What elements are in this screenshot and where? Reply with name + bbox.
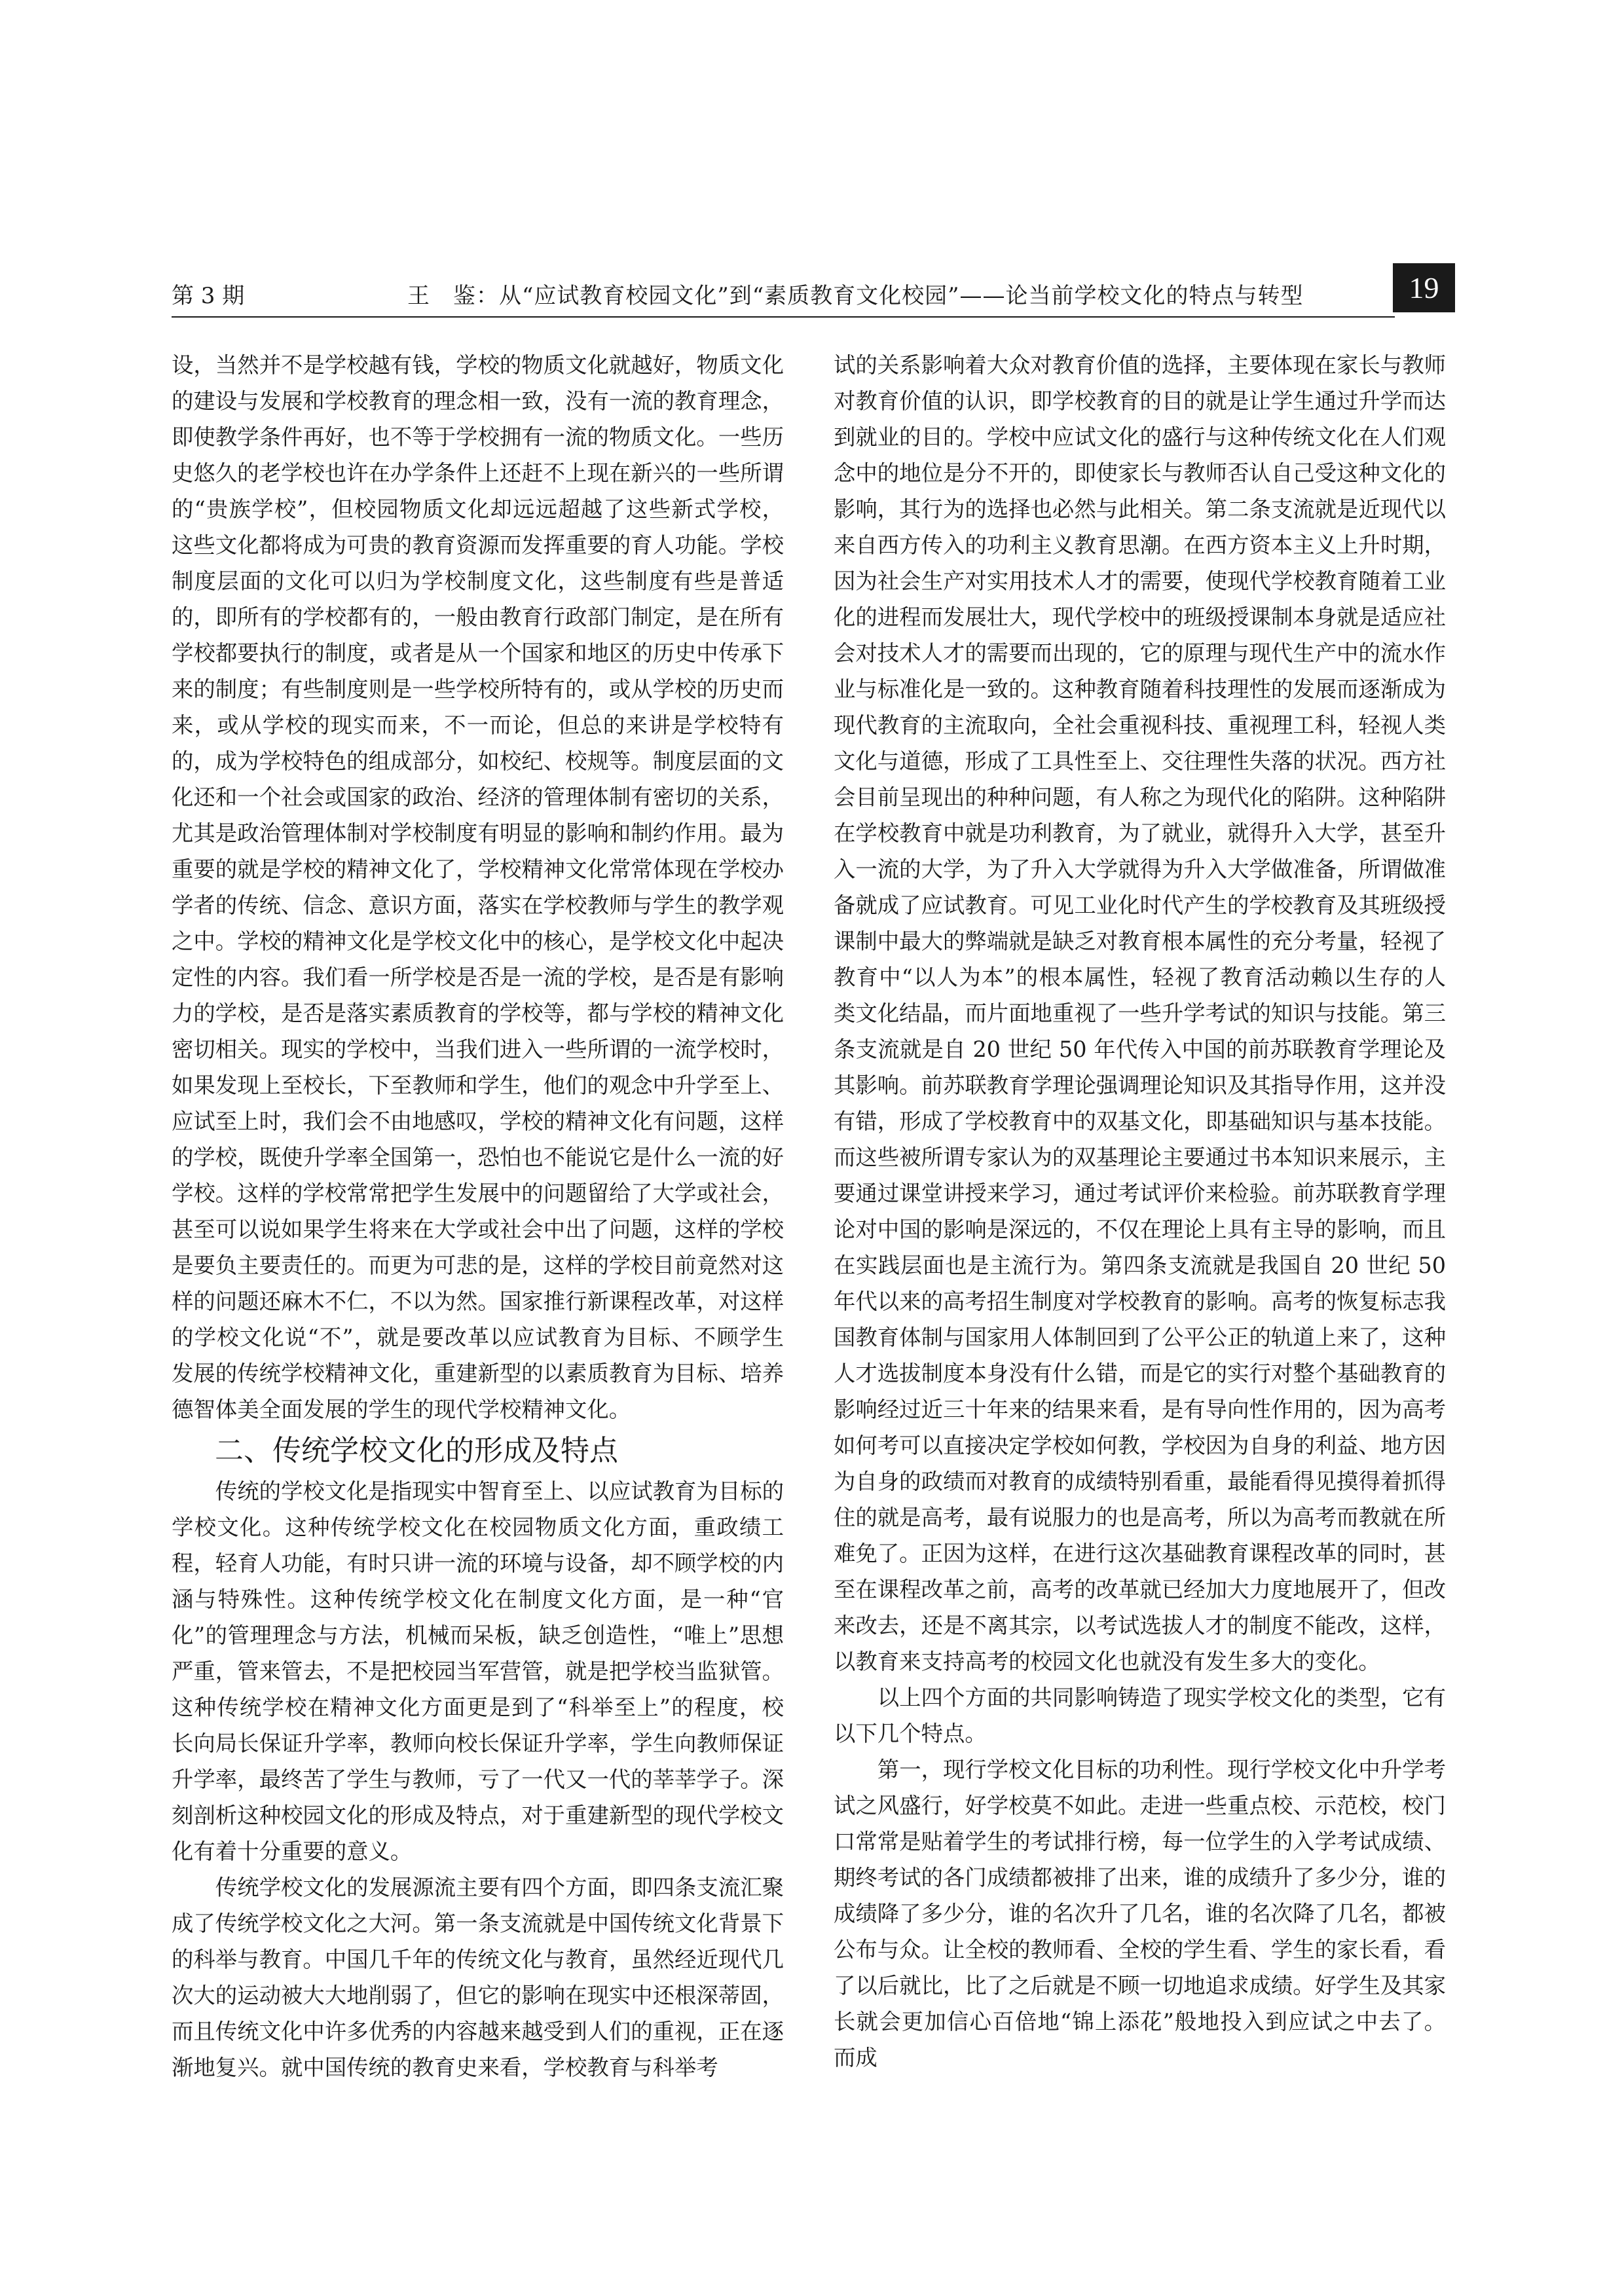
page-number-badge: 19 <box>1393 263 1455 312</box>
left-column <box>172 347 784 2085</box>
right-column <box>834 347 1446 2076</box>
paragraph: 试的关系影响着大众对教育价值的选择，主要体现在家长与教师对教育价值的认识，即学校教育的目的就是让学生通过升学而达到就业的目的。学校中应试文化的盛行与这种传统文化在人们观念中的地位是分不开的，即使家长与教师否认自己受这种文化的影响，其行为的选择也必然与此相关。第二条支流就是近现代以来自西方传入的功利主义教育思潮。在西方资本主义上升时期，因为社会生产对实用技术人才的需要，使现代学校教育随着工业化的进程而发展壮大，现代学校中的班级授课制本身就是适应社会对技术人才的需要而出现的，它的原理与现代生产中的流水作业与标准化是一致的。这种教育随着科技理性的发展而逐渐成为现代教育的主流取向，全社会重视科技、重视理工科，轻视人类文化与道德，形成了工具性至上、交往理性失落的状况。西方社会目前呈现出的种种问题，有人称之为现代化的陷阱。这种陷阱在学校教育中就是功利教育，为了就业，就得升入大学，甚至升入一流的大学，为了升入大学就得为升入大学做准备，所谓做准备就成了应试教育。可见工业化时代产生的学校教育及其班级授课制中最大的弊端就是缺乏对教育根本属性的充分考量，轻视了教育中“以人为本”的根本属性，轻视了教育活动赖以生存的人类文化结晶，而片面地重视了一些升学考试的知识与技能。第三条支流就是自 20 世纪 50 年代传入中国的前苏联教育学理论及其影响。前苏联教育学理论强调理论知识及其指导作用，这并没有错，形成了学校教育中的双基文化，即基础知识与基本技能。而这些被所谓专家认为的双基理论主要通过书本知识来展示，主要通过课堂讲授来学习，通过考试评价来检验。前苏联教育学理论对中国的影响是深远的，不仅在理论上具有主导的影响，而且在实践层面也是主流行为。第四条支流就是我国自 20 世纪 50 年代以来的高考招生制度对学校教育的影响。高考的恢复标志我国教育体制与国家用人体制回到了公平公正的轨道上来了，这种人才选拔制度本身没有什么错，而是它的实行对整个基础教育的影响经过近三十年来的结果来看，是有导向性作用的，因为高考如何考可以直接决定学校如何教，学校因为自身的利益、地方因为自身的政绩而对教育的成绩特别看重，最能看得见摸得着抓得住的就是高考，最有说服力的也是高考，所以为高考而教就在所难免了。正因为这样，在进行这次基础教育课程改革的同时，甚至在课程改革之前，高考的改革就已经加大力度地展开了，但改来改去，还是不离其宗，以考试选拔人才的制度不能改，这样，以教育来支持高考的校园文化也就没有发生多大的变化。 <box>834 352 1446 1674</box>
paragraph: 传统的学校文化是指现实中智育至上、以应试教育为目标的学校文化。这种传统学校文化在校园物质文化方面，重政绩工程，轻育人功能，有时只讲一流的环境与设备，却不顾学校的内涵与特殊性。这种传统学校文化在制度文化方面，是一种“官化”的管理理念与方法，机械而呆板，缺乏创造性，“唯上”思想严重，管来管去，不是把校园当军营管，就是把学校当监狱管。这种传统学校在精神文化方面更是到了“科举至上”的程度，校长向局长保证升学率，教师向校长保证升学率，学生向教师保证升学率，最终苦了学生与教师，亏了一代又一代的莘莘学子。深刻剖析这种校园文化的形成及特点，对于重建新型的现代学校文化有着十分重要的意义。 <box>172 1478 784 1864</box>
header-rule <box>172 316 1395 318</box>
section-heading: 二、传统学校文化的形成及特点 <box>215 1434 618 1467</box>
paragraph: 设，当然并不是学校越有钱，学校的物质文化就越好，物质文化的建设与发展和学校教育的理念相一致，没有一流的教育理念，即使教学条件再好，也不等于学校拥有一流的物质文化。一些历史悠久的老学校也许在办学条件上还赶不上现在新兴的一些所谓的“贵族学校”，但校园物质文化却远远超越了这些新式学校，这些文化都将成为可贵的教育资源而发挥重要的育人功能。学校制度层面的文化可以归为学校制度文化，这些制度有些是普适的，即所有的学校都有的，一般由教育行政部门制定，是在所有学校都要执行的制度，或者是从一个国家和地区的历史中传承下来的制度；有些制度则是一些学校所特有的，或从学校的历史而来，或从学校的现实而来，不一而论，但总的来讲是学校特有的，成为学校特色的组成部分，如校纪、校规等。制度层面的文化还和一个社会或国家的政治、经济的管理体制有密切的关系，尤其是政治管理体制对学校制度有明显的影响和制约作用。最为重要的就是学校的精神文化了，学校精神文化常常体现在学校办学者的传统、信念、意识方面，落实在学校教师与学生的教学观之中。学校的精神文化是学校文化中的核心，是学校文化中起决定性的内容。我们看一所学校是否是一流的学校，是否是有影响力的学校，是否是落实素质教育的学校等，都与学校的精神文化密切相关。现实的学校中，当我们进入一些所谓的一流学校时，如果发现上至校长，下至教师和学生，他们的观念中升学至上、应试至上时，我们会不由地感叹，学校的精神文化有问题，这样的学校，既使升学率全国第一，恐怕也不能说它是什么一流的好学校。这样的学校常常把学生发展中的问题留给了大学或社会，甚至可以说如果学生将来在大学或社会中出了问题，这样的学校是要负主要责任的。而更为可悲的是，这样的学校目前竟然对这样的问题还麻木不仁，不以为然。国家推行新课程改革，对这样的学校文化说“不”，就是要改革以应试教育为目标、不顾学生发展的传统学校精神文化，重建新型的以素质教育为目标、培养德智体美全面发展的学生的现代学校精神文化。 <box>172 352 784 1422</box>
running-header <box>172 263 1455 322</box>
running-title: 王 鉴：从“应试教育校园文化”到“素质教育文化校园”——论当前学校文化的特点与转型 <box>407 283 1304 309</box>
issue-number: 第 3 期 <box>172 283 245 309</box>
paragraph: 以上四个方面的共同影响铸造了现实学校文化的类型，它有以下几个特点。 <box>834 1685 1446 1746</box>
paragraph: 第一，现行学校文化目标的功利性。现行学校文化中升学考试之风盛行，好学校莫不如此。走进一些重点校、示范校，校门口常常是贴着学生的考试排行榜，每一位学生的入学考试成绩、期终考试的各门成绩都被排了出来，谁的成绩升了多少分，谁的成绩降了多少分，谁的名次升了几名，谁的名次降了几名，都被公布与众。让全校的教师看、全校的学生看、学生的家长看，看了以后就比，比了之后就是不顾一切地追求成绩。好学生及其家长就会更加信心百倍地“锦上添花”般地投入到应试之中去了。而成 <box>834 1757 1446 2070</box>
paragraph: 传统学校文化的发展源流主要有四个方面，即四条支流汇聚成了传统学校文化之大河。第一条支流就是中国传统文化背景下的科举与教育。中国几千年的传统文化与教育，虽然经近现代几次大的运动被大大地削弱了，但它的影响在现实中还根深蒂固，而且传统文化中许多优秀的内容越来越受到人们的重视，正在逐渐地复兴。就中国传统的教育史来看，学校教育与科举考 <box>172 1875 784 2080</box>
